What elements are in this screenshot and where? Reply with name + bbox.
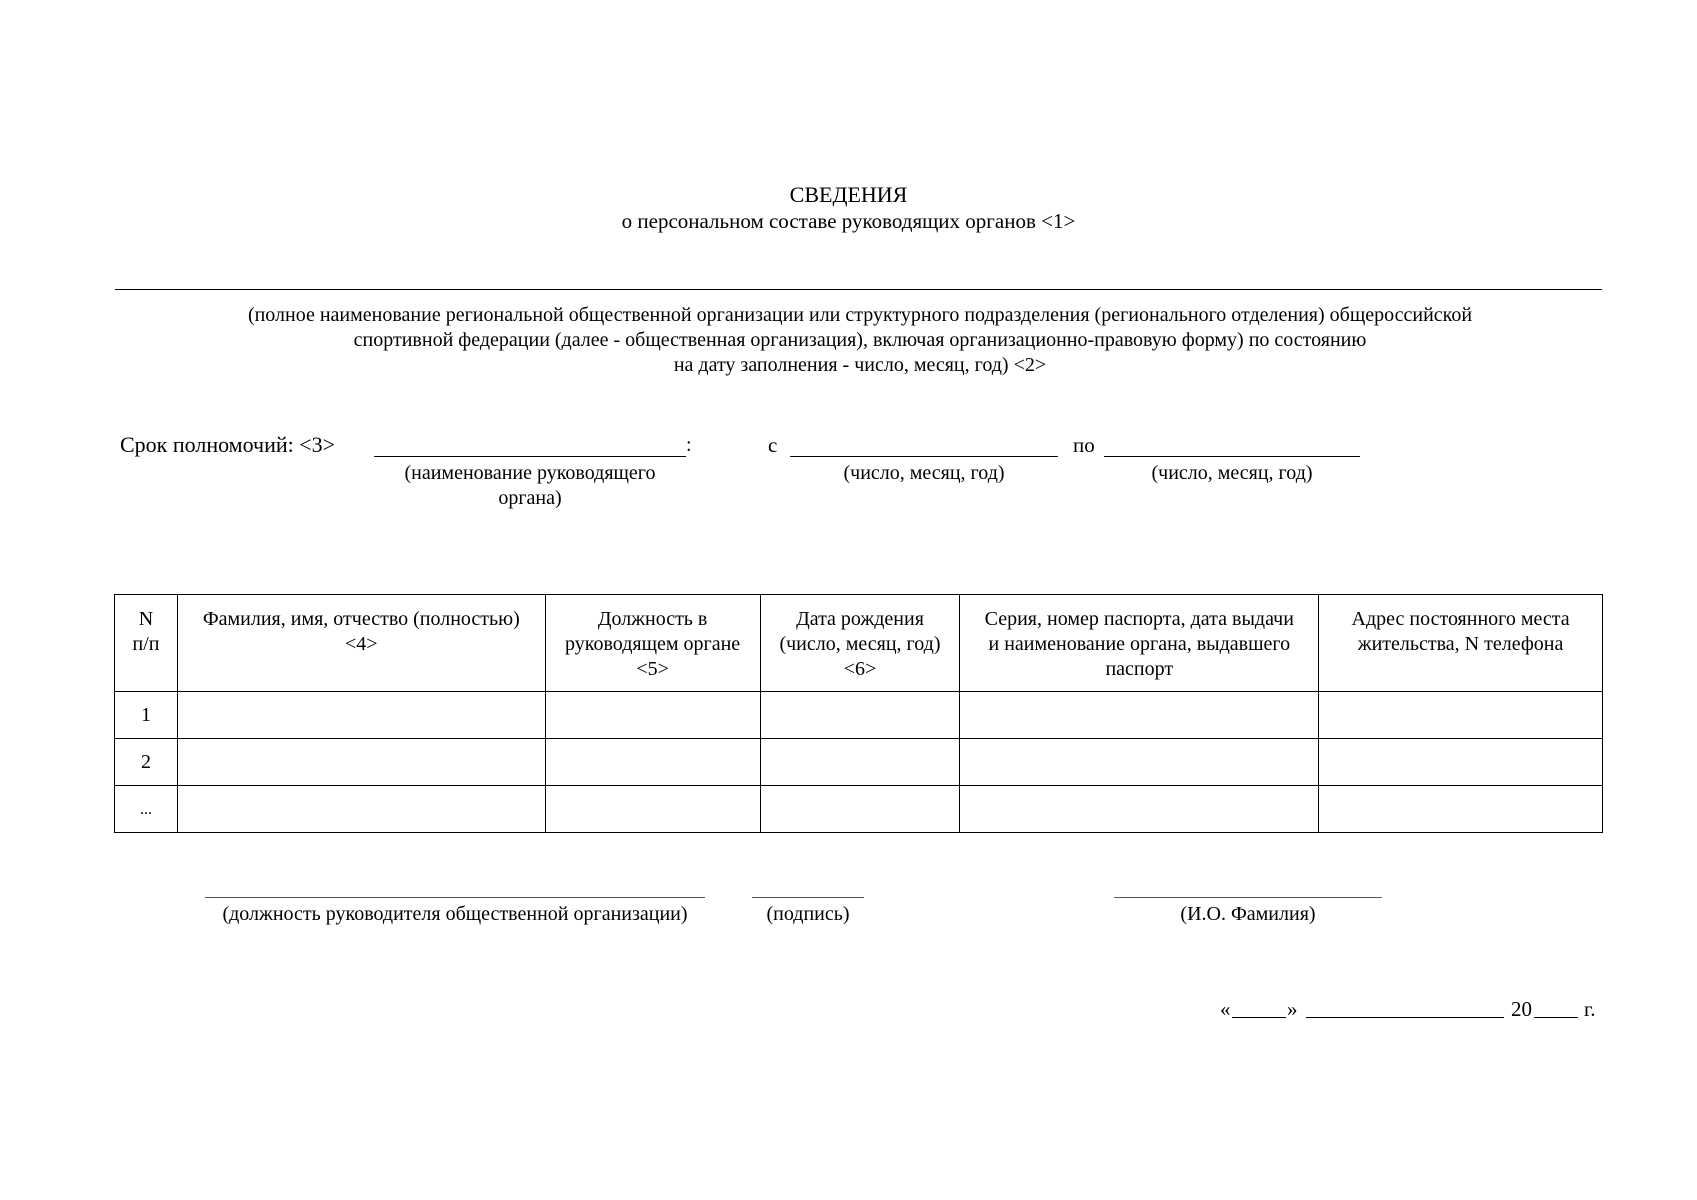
organization-caption-line: (полное наименование региональной общественной организации или структурного подразделения (регионального отделения) общероссийской — [247, 304, 1473, 326]
header-line: <5> — [636, 658, 669, 680]
signature-caption: (подпись) — [766, 903, 850, 925]
governing-body-field[interactable] — [374, 456, 686, 457]
date-open-quote: « — [1220, 997, 1231, 1021]
position-cell[interactable] — [545, 692, 760, 739]
header-line: Серия, номер паспорта, дата выдачи — [984, 608, 1294, 630]
column-header-full-name — [177, 595, 545, 692]
row-number-cell: ... — [115, 786, 178, 833]
term-colon: : — [686, 434, 692, 456]
column-header-passport — [960, 595, 1319, 692]
term-from-label: с — [768, 433, 778, 457]
date-day-field[interactable] — [1232, 1017, 1286, 1018]
header-line: паспорт — [1105, 658, 1174, 680]
governing-body-caption — [360, 461, 700, 511]
head-position-field[interactable] — [205, 897, 705, 898]
document-subtitle: о персональном составе руководящих органов <1> — [621, 209, 1076, 233]
header-line: N — [138, 608, 154, 630]
term-to-caption: (число, месяц, год) — [1151, 462, 1313, 484]
passport-cell[interactable] — [960, 739, 1319, 786]
table-row — [115, 786, 1603, 833]
date-year-suffix: г. — [1584, 997, 1596, 1021]
date-year-prefix: 20 — [1511, 997, 1532, 1021]
column-header-position — [545, 595, 760, 692]
head-position-caption: (должность руководителя общественной организации) — [222, 903, 688, 925]
term-to-date-field[interactable] — [1104, 456, 1360, 457]
term-from-date-field[interactable] — [790, 456, 1058, 457]
passport-cell[interactable] — [960, 692, 1319, 739]
address-cell[interactable] — [1319, 739, 1603, 786]
header-line: жительства, N телефона — [1357, 633, 1564, 655]
column-header-number — [115, 595, 178, 692]
position-cell[interactable] — [545, 786, 760, 833]
organization-name-field[interactable] — [115, 289, 1602, 290]
row-number-cell: 1 — [115, 692, 178, 739]
address-cell[interactable] — [1319, 786, 1603, 833]
header-line: Адрес постоянного места — [1351, 608, 1570, 630]
full-name-cell[interactable] — [177, 692, 545, 739]
header-line: Дата рождения — [796, 608, 924, 630]
row-number-cell: 2 — [115, 739, 178, 786]
governing-body-caption-line: (наименование руководящего — [404, 462, 656, 484]
signature-field[interactable] — [752, 897, 864, 898]
table-row — [115, 692, 1603, 739]
header-line: руководящем органе — [565, 633, 741, 655]
header-line: <4> — [345, 633, 378, 655]
table-header-row — [115, 595, 1603, 692]
address-cell[interactable] — [1319, 692, 1603, 739]
name-caption: (И.О. Фамилия) — [1180, 903, 1316, 925]
birth-date-cell[interactable] — [760, 786, 960, 833]
full-name-signature-field[interactable] — [1114, 897, 1382, 898]
header-line: и наименование органа, выдавшего — [988, 633, 1291, 655]
position-cell[interactable] — [545, 739, 760, 786]
organization-caption-line: на дату заполнения - число, месяц, год) <2> — [673, 354, 1047, 376]
personnel-table — [114, 594, 1603, 833]
column-header-address — [1319, 595, 1603, 692]
header-line: (число, месяц, год) — [779, 633, 941, 655]
header-line: п/п — [132, 633, 160, 655]
term-to-label: по — [1073, 433, 1095, 457]
header-line: <6> — [843, 658, 877, 680]
header-line: Должность в — [597, 608, 708, 630]
full-name-cell[interactable] — [177, 786, 545, 833]
header-line: Фамилия, имя, отчество (полностью) — [202, 608, 520, 630]
birth-date-cell[interactable] — [760, 739, 960, 786]
term-label: Срок полномочий: <3> — [120, 432, 336, 457]
governing-body-caption-line: органа) — [498, 487, 562, 509]
passport-cell[interactable] — [960, 786, 1319, 833]
column-header-birth-date — [760, 595, 960, 692]
organization-caption-line: спортивной федерации (далее - общественная организация), включая организационно-правовую форму) по состоянию — [353, 329, 1367, 351]
date-year-field[interactable] — [1534, 1017, 1578, 1018]
organization-caption — [150, 303, 1570, 378]
full-name-cell[interactable] — [177, 739, 545, 786]
term-from-caption: (число, месяц, год) — [843, 462, 1005, 484]
birth-date-cell[interactable] — [760, 692, 960, 739]
date-close-quote: » — [1287, 997, 1298, 1021]
table-row — [115, 739, 1603, 786]
document-title: СВЕДЕНИЯ — [789, 182, 908, 207]
date-month-field[interactable] — [1306, 1017, 1504, 1018]
